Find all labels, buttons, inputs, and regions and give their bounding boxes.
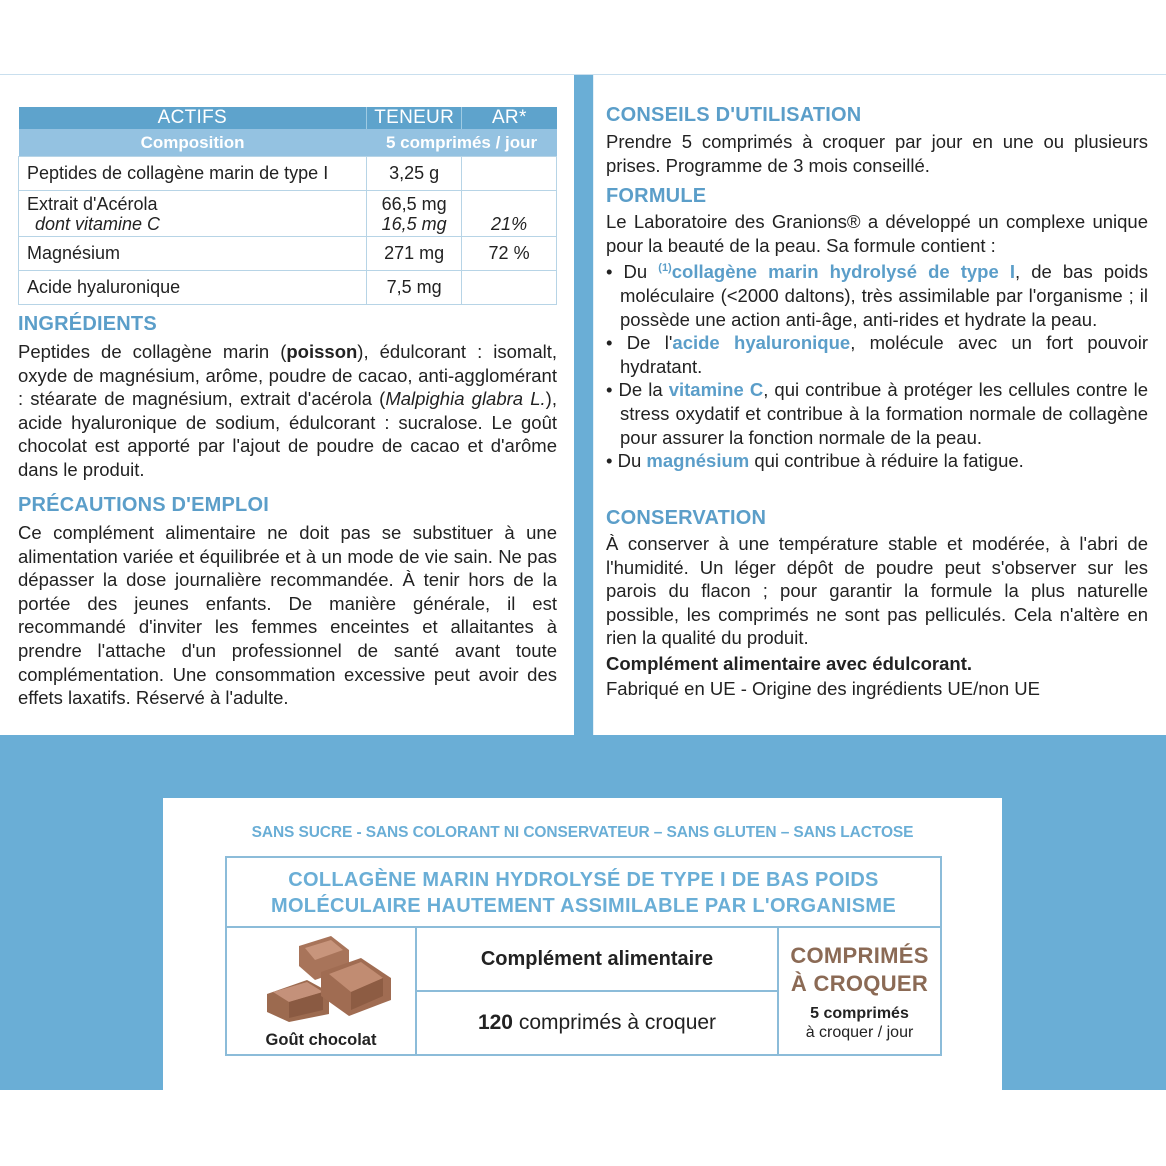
row-ar bbox=[462, 157, 557, 191]
row-name: Magnésium bbox=[19, 237, 367, 271]
count-number: 120 bbox=[477, 1011, 513, 1034]
row-amount: 7,5 mg bbox=[367, 271, 462, 305]
precautions-text: Ce complément alimentaire ne doit pas se substituer à une alimentation variée et équilibrée et à un mode de vie sain. Ne pas dépasser la dose journalière recommandée. À tenir hors de la portée des jeunes enfants. De manière générale, il est recommandé d'inviter les femmes enceintes et allaitantes à prendre l'attache d'un professionnel de santé avant toute complémentation. Une consommation excessive peut avoir des effets laxatifs. Réservé à l'adulte. bbox=[18, 522, 557, 709]
bullet-pre: • De la bbox=[606, 379, 669, 401]
claims-line: SANS SUCRE - SANS COLORANT NI CONSERVATEUR – SANS GLUTEN – SANS LACTOSE bbox=[251, 824, 914, 841]
panel-divider bbox=[574, 75, 593, 735]
headline-line-1: COLLAGÈNE MARIN HYDROLYSÉ DE TYPE I DE BAS POIDS bbox=[288, 869, 879, 891]
bullet-text: , qui contribue à protéger les cellules contre le stress oxydatif et contribue à la formation normale de collagène pour assurer la fonction normale de la peau. bbox=[620, 379, 1148, 448]
bullet-highlight: collagène marin hydrolysé de type I bbox=[671, 261, 1015, 283]
footnote-marker: (1) bbox=[658, 262, 672, 275]
precautions-title: PRÉCAUTIONS D'EMPLOI bbox=[18, 494, 269, 516]
headline bbox=[227, 858, 940, 928]
table-row bbox=[19, 191, 557, 237]
ingredients-title: INGRÉDIENTS bbox=[18, 313, 157, 335]
formule-intro: Le Laboratoire des Granions® a développé un complexe unique pour la beauté de la peau. Sa formule contient : bbox=[606, 211, 1148, 256]
header-actifs: ACTIFS bbox=[19, 107, 367, 129]
bullet-text: qui contribue à réduire la fatigue. bbox=[749, 450, 1024, 472]
ingredients-allergen: poisson bbox=[286, 341, 358, 362]
conservation-text: À conserver à une température stable et modérée, à l'abri de l'humidité. Un léger dépôt de poudre peut s'observer sur les parois du flacon ; pour garantir la formule la plus naturelle possible, les comprimés ne sont pas pelliculés. Cela n'altère en rien la qualité du produit. bbox=[606, 533, 1148, 649]
bullet-text: , de bas poids moléculaire (<2000 daltons), très assimilable par l'organisme ; il possède une action anti-âge, anti-rides et hydrate la peau. bbox=[620, 261, 1148, 330]
row-ar bbox=[462, 271, 557, 305]
bullet-pre: • Du bbox=[606, 450, 647, 472]
ingredients-text-1: Peptides de collagène marin ( bbox=[18, 341, 287, 362]
table-row bbox=[19, 271, 557, 305]
bullet-pre: • Du bbox=[606, 261, 659, 283]
row-name: Acide hyaluronique bbox=[19, 271, 367, 305]
subheader-dose: 5 comprimés / jour bbox=[367, 129, 557, 157]
ingredients-latin-name: Malpighia glabra L. bbox=[385, 388, 546, 410]
formule-bullet bbox=[606, 257, 1148, 331]
product-box bbox=[225, 856, 942, 1056]
info-cell bbox=[417, 928, 779, 1056]
table-subheader-row bbox=[19, 129, 557, 157]
dose-text: à croquer / jour bbox=[805, 1024, 914, 1041]
chocolate-pieces-icon bbox=[263, 936, 395, 1022]
bullet-highlight: magnésium bbox=[646, 450, 750, 472]
header-teneur: TENEUR bbox=[367, 107, 462, 129]
row-name-cell bbox=[19, 191, 367, 237]
formule-bullet bbox=[606, 378, 1148, 449]
conseils-title: CONSEILS D'UTILISATION bbox=[606, 104, 862, 126]
ingredients-text-3: ), acide hyaluronique de sodium, édulcorant : sucralose. Le goût chocolat est apporté par l'ajout de poudre de cacao et d'arôme dans le produit. bbox=[18, 388, 557, 480]
flavor-cell bbox=[227, 928, 417, 1056]
ingredients-text-2: ), édulcorant : isomalt, oxyde de magnésium, arôme, poudre de cacao, anti-agglomérant : stéarate de magnésium, extrait d'acérola ( bbox=[18, 341, 557, 410]
formule-bullet bbox=[606, 331, 1148, 378]
flavor-label: Goût chocolat bbox=[265, 1031, 377, 1049]
row-amount: 3,25 g bbox=[367, 157, 462, 191]
product-type: Complément alimentaire bbox=[417, 928, 777, 992]
dose-bold: 5 comprimés bbox=[810, 1005, 909, 1022]
row-amount: 66,5 mg bbox=[381, 193, 447, 214]
row-name: Peptides de collagène marin de type I bbox=[19, 157, 367, 191]
conseils-text: Prendre 5 comprimés à croquer par jour en une ou plusieurs prises. Programme de 3 mois conseillé. bbox=[606, 131, 1148, 176]
format-line-1: COMPRIMÉS bbox=[790, 943, 929, 968]
origin-note: Fabriqué en UE - Origine des ingrédients UE/non UE bbox=[606, 678, 1040, 699]
row-ar: 21% bbox=[462, 191, 557, 237]
table-header-row bbox=[19, 107, 557, 129]
row-amount: 271 mg bbox=[367, 237, 462, 271]
header-ar: AR* bbox=[462, 107, 557, 129]
subheader-composition: Composition bbox=[19, 129, 367, 157]
formule-text bbox=[606, 210, 1148, 473]
formule-bullet bbox=[606, 449, 1148, 473]
row-amount-cell bbox=[367, 191, 462, 237]
row-sub-amount: 16,5 mg bbox=[381, 213, 447, 234]
conservation-title: CONSERVATION bbox=[606, 507, 767, 529]
product-card bbox=[163, 798, 1002, 1090]
bullet-highlight: vitamine C bbox=[668, 379, 764, 401]
table-row bbox=[19, 237, 557, 271]
format-cell bbox=[779, 928, 940, 1056]
composition-table bbox=[18, 107, 557, 305]
table-row bbox=[19, 157, 557, 191]
dose-info bbox=[779, 1004, 940, 1042]
bullet-pre: • De l' bbox=[606, 332, 673, 354]
format-line-2: À CROQUER bbox=[790, 971, 929, 996]
formule-title: FORMULE bbox=[606, 185, 707, 207]
tablet-count bbox=[417, 992, 777, 1054]
bullet-highlight: acide hyaluronique bbox=[672, 332, 851, 354]
supplement-note: Complément alimentaire avec édulcorant. bbox=[606, 653, 973, 674]
row-sub-name: dont vitamine C bbox=[35, 213, 161, 234]
count-text: comprimés à croquer bbox=[512, 1011, 717, 1034]
bullet-text: , molécule avec un fort pouvoir hydratant. bbox=[620, 332, 1148, 377]
format-title bbox=[779, 928, 940, 998]
headline-line-2: MOLÉCULAIRE HAUTEMENT ASSIMILABLE PAR L'ORGANISME bbox=[270, 895, 896, 917]
row-name: Extrait d'Acérola bbox=[27, 193, 158, 214]
ingredients-text bbox=[18, 340, 557, 482]
row-ar: 72 % bbox=[462, 237, 557, 271]
